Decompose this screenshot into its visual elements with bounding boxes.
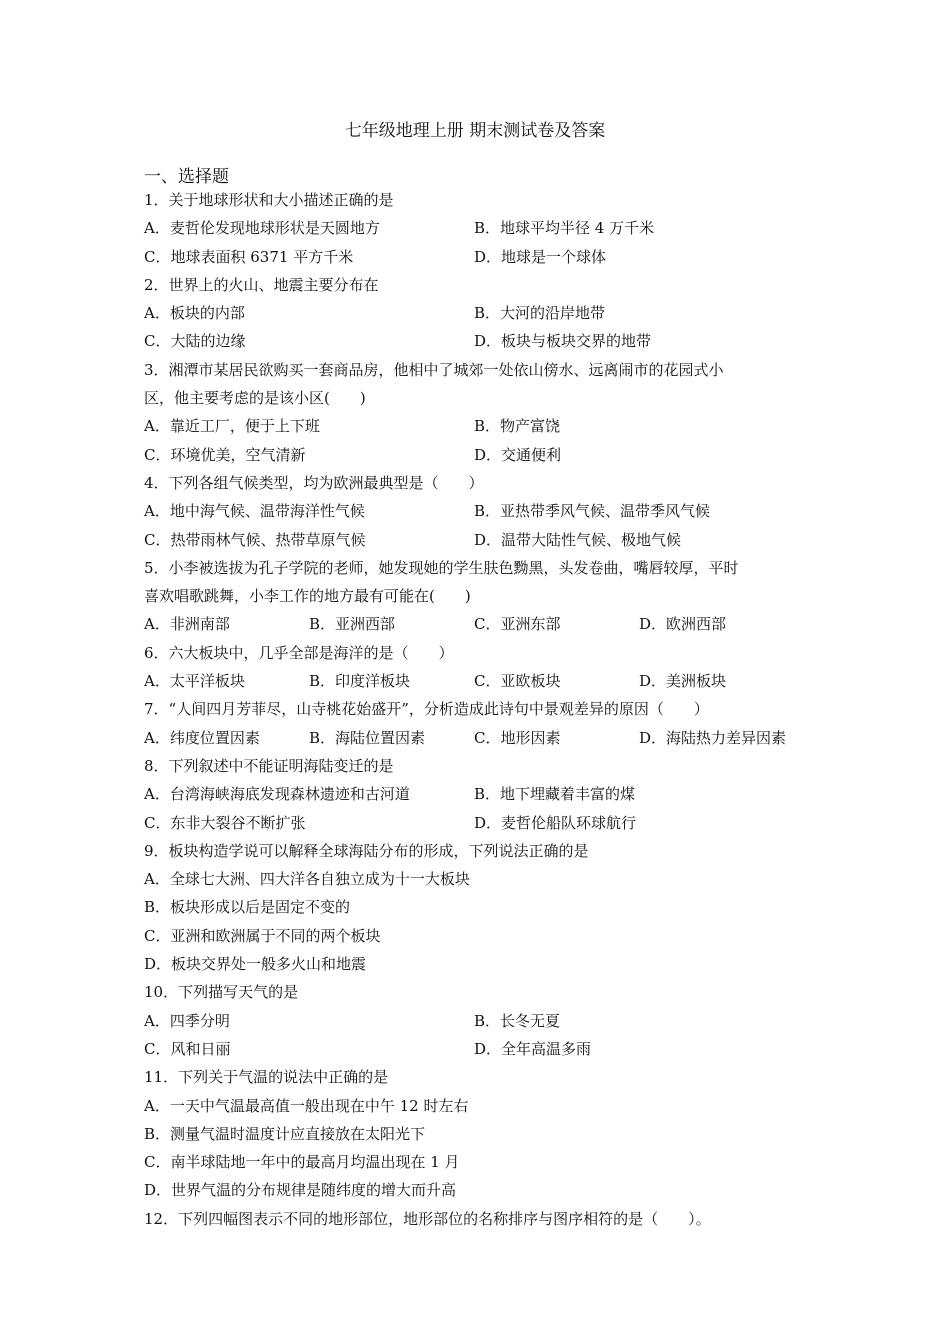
option-row [144,780,814,808]
question-9-option: D．板块交界处一般多火山和地震 [144,955,367,974]
question-11-option: A．一天中气温最高值一般出现在中午 12 时左右 [144,1096,469,1115]
question-6-option: C．亚欧板块 [474,672,561,691]
question-8-option: D．麦哲伦船队环球航行 [474,813,637,832]
option-row [144,809,814,837]
question-4-option: C．热带雨林气候、热带草原气候 [144,530,366,549]
question-11-stem: 11．下列关于气温的说法中正确的是 [144,1068,389,1087]
option-row [144,1007,814,1035]
option-row [144,724,814,752]
question-3-option: B．物产富饶 [474,417,561,436]
question-10-option: D．全年高温多雨 [474,1039,592,1058]
question-4-option: D．温带大陆性气候、极地气候 [474,530,682,549]
question-9-stem: 9．板块构造学说可以解释全球海陆分布的形成，下列说法正确的是 [144,841,589,860]
question-1-option: B．地球平均半径 4 万千米 [474,219,655,238]
question-5-stem: 喜欢唱歌跳舞，小李工作的地方最有可能在( ) [144,587,471,606]
question-11-option: C．南半球陆地一年中的最高月均温出现在 1 月 [144,1153,460,1172]
option-row [144,1035,814,1063]
question-7-option: C．地形因素 [474,728,561,747]
question-1-option: C．地球表面积 6371 平方千米 [144,247,354,266]
question-5-option: A．非洲南部 [144,615,230,634]
question-7-option: D．海陆热力差异因素 [639,728,787,747]
question-10-stem: 10．下列描写天气的是 [144,983,299,1002]
question-9-option: B．板块形成以后是固定不变的 [144,898,351,917]
question-4-option: B．亚热带季风气候、温带季风气候 [474,502,711,521]
question-3-option: A．靠近工厂，便于上下班 [144,417,320,436]
question-4-stem: 4．下列各组气候类型，均为欧洲最典型是（ ） [144,473,484,492]
question-12-stem: 12．下列四幅图表示不同的地形部位，地形部位的名称排序与图序相符的是（ ）。 [144,1209,711,1228]
question-8-option: B．地下埋藏着丰富的煤 [474,785,636,804]
question-10-option: C．风和日丽 [144,1039,231,1058]
option-row [144,526,814,554]
question-4-option: A．地中海气候、温带海洋性气候 [144,502,365,521]
question-list [144,186,814,1233]
option-row [144,243,814,271]
question-2-option: B．大河的沿岸地带 [474,304,606,323]
question-5-stem: 5．小李被选拔为孔子学院的老师，她发现她的学生肤色黝黑，头发卷曲，嘴唇较厚，平时 [144,558,739,577]
question-11-option: D．世界气温的分布规律是随纬度的增大而升高 [144,1181,457,1200]
question-6-stem: 6．六大板块中，几乎全部是海洋的是（ ） [144,643,454,662]
question-5-option: D．欧洲西部 [639,615,727,634]
question-3-option: C．环境优美，空气清新 [144,445,306,464]
question-10-option: B．长冬无夏 [474,1011,561,1030]
question-2-option: D．板块与板块交界的地带 [474,332,652,351]
question-8-stem: 8．下列叙述中不能证明海陆变迁的是 [144,756,394,775]
question-8-option: C．东非大裂谷不断扩张 [144,813,306,832]
question-6-option: D．美洲板块 [639,672,727,691]
option-row [144,299,814,327]
question-6-option: A．太平洋板块 [144,672,245,691]
question-2-option: A．板块的内部 [144,304,245,323]
option-row [144,214,814,242]
question-6-option: B．印度洋板块 [309,672,411,691]
question-5-option: C．亚洲东部 [474,615,561,634]
option-row [144,412,814,440]
question-9-option: C．亚洲和欧洲属于不同的两个板块 [144,926,381,945]
document-title: 七年级地理上册 期末测试卷及答案 [344,121,606,141]
question-1-option: D．地球是一个球体 [474,247,607,266]
option-row [144,610,814,638]
option-row [144,327,814,355]
question-1-stem: 1．关于地球形状和大小描述正确的是 [144,191,394,209]
question-11-option: B．测量气温时温度计应直接放在太阳光下 [144,1124,426,1143]
question-2-option: C．大陆的边缘 [144,332,246,351]
question-7-option: A．纬度位置因素 [144,728,260,747]
question-3-stem: 区，他主要考虑的是该小区( ) [144,389,366,408]
option-row [144,497,814,525]
question-8-option: A．台湾海峡海底发现森林遗迹和古河道 [144,785,410,804]
question-7-option: B．海陆位置因素 [309,728,426,747]
section-heading: 一、选择题 [144,167,229,187]
question-5-option: B．亚洲西部 [309,615,396,634]
question-10-option: A．四季分明 [144,1011,230,1030]
question-7-stem: 7．“人间四月芳菲尽，山寺桃花始盛开”，分析造成此诗句中景观差异的原因（ ） [144,700,709,719]
option-row [144,667,814,695]
question-3-stem: 3．湘潭市某居民欲购买一套商品房，他相中了城郊一处依山傍水、远离闹市的花园式小 [144,360,724,379]
question-3-option: D．交通便利 [474,445,562,464]
question-1-option: A．麦哲伦发现地球形状是天圆地方 [144,219,380,238]
question-9-option: A．全球七大洲、四大洋各自独立成为十一大板块 [144,870,470,889]
option-row [144,441,814,469]
question-2-stem: 2．世界上的火山、地震主要分布在 [144,275,379,294]
